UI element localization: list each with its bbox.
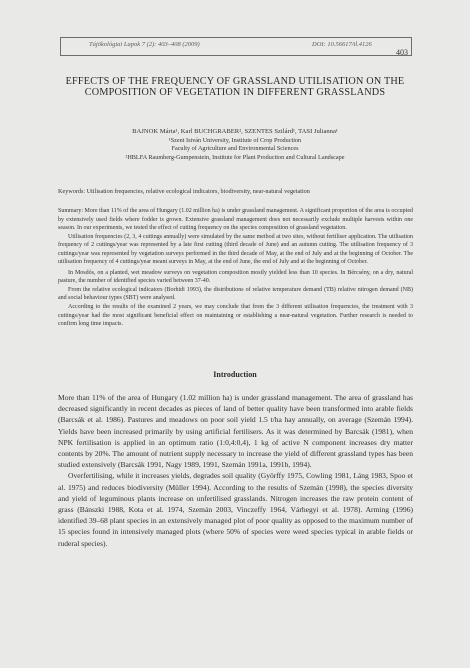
affiliation-line: Faculty of Agriculture and Environmental Sciences <box>171 145 299 153</box>
summary-paragraph: From the relative ecological indicators (Borhidi 1993), the distributions of relative temperature demand (TB) relative nitrogen demand (NB) and social behaviour types (SBT) were analysed. <box>58 286 413 302</box>
introduction-body <box>58 392 413 549</box>
author-list: BAJNOK Márta¹, Karl BUCHGRABER², SZENTES Szilárd¹, TASI Julianna¹ <box>132 128 338 135</box>
doi-link[interactable]: DOI: 10.56617/tl.4126 <box>312 41 372 48</box>
summary-paragraph: More than 11% of the area of Hungary (1.02 million ha) is under grassland management. A significant proportion of the area is occupied by extensively used fields where fodder is grown. Extensive grassland management does not necessarily exclude multiple harvests within one season. In our experiments, we tested the effect of cutting frequency on the species composition of grassland vegetation. <box>58 208 414 232</box>
affiliation-line: ¹Szent István University, Institute of Crop Production <box>168 137 302 144</box>
affiliations <box>60 137 410 162</box>
page-number: 403 <box>396 48 408 57</box>
section-heading-introduction: Introduction <box>213 370 257 379</box>
body-paragraph: Overfertilising, while it increases yields, degrades soil quality (Györffy 1975, Cowling 1981, Láng 1983, Spoo et al. 1975) and reduces biodiversity (Müller 1994). According to the results of Szemán (1998), the species diversity and yield of leguminous plants increase on unfertilised grasslands. Nitrogen increases the raw protein content of grass (Bánszki 1988, Kota et al. 1974, Szemán 2003, Vinczeffy 1964, Várhegyi et al. 1978). Arming (1996) identified 39–68 plant species in an extensively managed plot of poor quality as opposed to the maximum number of 15 species found in intensively managed plots (where 50% of species were weed species typical in arable fields or ruderal species). <box>58 471 413 548</box>
summary-paragraph: According to the results of the examined 2 years, we may conclude that from the 3 different utilisation frequencies, the treatment with 3 cuttings/year had the most significant beneficial effect on maintaining or establishing a near-natural vegetation. Further research is needed to confirm long time impacts. <box>58 304 413 328</box>
summary-paragraph: Utilisation frequencies (2, 3, 4 cuttings annually) were simulated by the same method at two sites, without fertiliser application. The utilisation frequency of 2 cuttings/year was represented by a late first cutting (third decade of June) and an autumn cutting. The utilisation frequency of 3 cuttings/year was represented by vegetation surveys performed in the third decade of May, at the end of July and at the beginning of October. The utilisation frequency of 4 cuttings/year meant surveys in May, at the end of June, the end of July and at the beginning of October. <box>58 233 413 266</box>
abstract <box>58 207 413 329</box>
body-paragraph: More than 11% of the area of Hungary (1.02 million ha) is under grassland management. The area of grassland has decreased significantly in recent decades as pieces of land of better quality have been transformed into arable fields (Barcsák et al. 1986). Pastures and meadows on poor soil yield 1.5 t/ha hay annually, on average (Szemán 1994). Yields have been increased primarily by using artificial fertilisers. As it was determined by Barcsák (1981), when NPK fertilisation is applied in an optimum ratio (1:0,4:0,4), 1 kg of active N component increases dry matter contents by 20%. The amount of nutrient supply necessary to increase the yield of different grassland types has been studied extensively (Barcsák 1991, Nagy 1989, 1991, Szemán 1991a, 1991b, 1994). <box>58 393 413 470</box>
summary-paragraph: In Mosdós, on a planted, wet meadow surveys on vegetation composition mostly yielded less than 10 species. In Bércsény, on a dry, natural pasture, the number of identified species varied between 37-40. <box>58 269 413 285</box>
journal-reference: Tájökológiai Lapok 7 (2): 403–408 (2009) <box>89 41 200 48</box>
summary-label: Summary: <box>58 208 83 214</box>
affiliation-line: ²HBLFA Raumberg-Gumpenstein, Institute for Plant Production and Cultural Landscape <box>125 153 345 161</box>
keywords: Keywords: Utilisation frequencies, relative ecological indicators, biodiversity, near-natural vegetation <box>58 188 310 195</box>
paper-title: EFFECTS OF THE FREQUENCY OF GRASSLAND UTILISATION ON THE COMPOSITION OF VEGETATION IN DIFFERENT GRASSLANDS <box>65 76 405 98</box>
